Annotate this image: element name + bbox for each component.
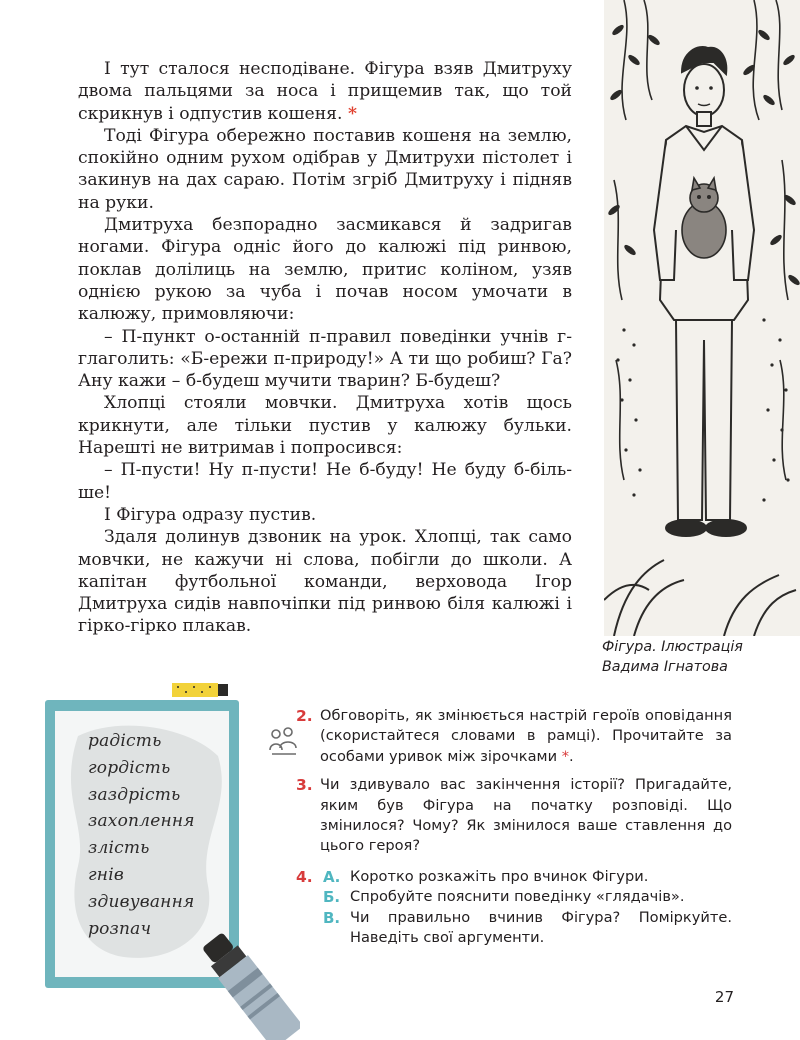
story-paragraph: Тоді Фігура обережно поставив кошеня на землю, спокійно одним рухом одібрав у Дмитрухи пістолет і закинув на дах сараю. Потім згріб Дмитруху і підняв на руки. — [78, 125, 572, 213]
boy-with-cat-illustration — [604, 0, 800, 636]
emotion-word: захоплення — [88, 811, 195, 832]
subtask-letter: Б. — [323, 888, 341, 907]
task-number: 4. — [296, 867, 313, 886]
task-3: 3. Чи здивувало вас закінчення історії? Пригадайте, яким був Фігура на початку розповіді. Що змінилося? Чому? Як змінилося ваше ставлення до цього героя? — [296, 776, 732, 855]
tasks-section — [296, 706, 732, 948]
subtask-letter: А. — [323, 867, 341, 886]
task-2: 2. Обговоріть, як змінюється настрій героїв оповідання (скористайтеся словами в рамці). Прочитайте за особами уривок між зірочками *. — [296, 707, 732, 765]
emotion-word: радість — [88, 731, 162, 751]
story-paragraph: І Фігура одразу пустив. — [104, 504, 317, 525]
task-number: 3. — [296, 776, 313, 795]
story-paragraph: – П-пусти! Ну п-пусти! Не б-буду! Не буду б-біль-ше! — [78, 460, 572, 503]
story-text — [78, 58, 572, 638]
marker-icon — [190, 918, 300, 1040]
emotion-word: розпач — [88, 918, 152, 939]
emotion-word: здивування — [88, 891, 195, 912]
page-number: 27 — [714, 988, 734, 1006]
emotion-word-list — [88, 728, 228, 942]
subtask-letter: В. — [323, 908, 341, 927]
story-paragraph: Здаля долинув дзвоник на урок. Хлопці, так само мовчки, не кажучи ні слова, побігли до школи. А капітан футбольної команди, верховода Ігор Дмитруха сидів навпочіпки під ринвою біля калюжі і гірко-гірко плакав. — [78, 527, 572, 637]
task-4b: Б. Спробуйте пояснити поведінку «глядачів». — [323, 888, 685, 907]
illustration-caption: Фігура. Ілюстрація Вадима Ігнатова — [602, 639, 743, 675]
emotion-word: гордість — [88, 757, 171, 778]
tape-decoration — [172, 683, 228, 697]
task-number: 2. — [296, 707, 313, 725]
story-paragraph: – П-пункт о-останній п-правил поведінки учнів г-глаголить: «Б-ережи п-природу!» А ти що робиш? Га? Ану кажи – б-будеш мучити тварин? Б-будеш? — [78, 326, 572, 392]
star-mark: * — [561, 747, 569, 765]
emotion-word: злість — [88, 838, 150, 859]
star-mark: * — [347, 103, 357, 124]
story-paragraph: Дмитруха безпорадно засмикався й задригав ногами. Фігура одніс його до калюжі під ринвою, поклав долілиць на землю, притис коліном, узяв однією рукою за чуба і почав носом умочати в калюжу, примовляючи: — [78, 215, 572, 325]
story-paragraph: Хлопці стояли мовчки. Дмитруха хотів щось крикнути, але тільки пустив у калюжу бульки. Нарешті не витримав і попросився: — [78, 393, 572, 459]
emotion-word: гнів — [88, 864, 124, 885]
task-4v: В. Чи правильно вчинив Фігура? Поміркуйте. Наведіть свої аргументи. — [323, 908, 732, 947]
task-4a: 4. А. Коротко розкажіть про вчинок Фігури. — [296, 867, 649, 886]
emotion-word: заздрість — [88, 784, 181, 805]
story-paragraph: І тут сталося несподіване. Фігура взяв Дмитруху двома пальцями за носа і прищемив так, що той скрикнув і одпустив кошеня. * — [78, 59, 572, 124]
task-4 — [296, 867, 732, 949]
